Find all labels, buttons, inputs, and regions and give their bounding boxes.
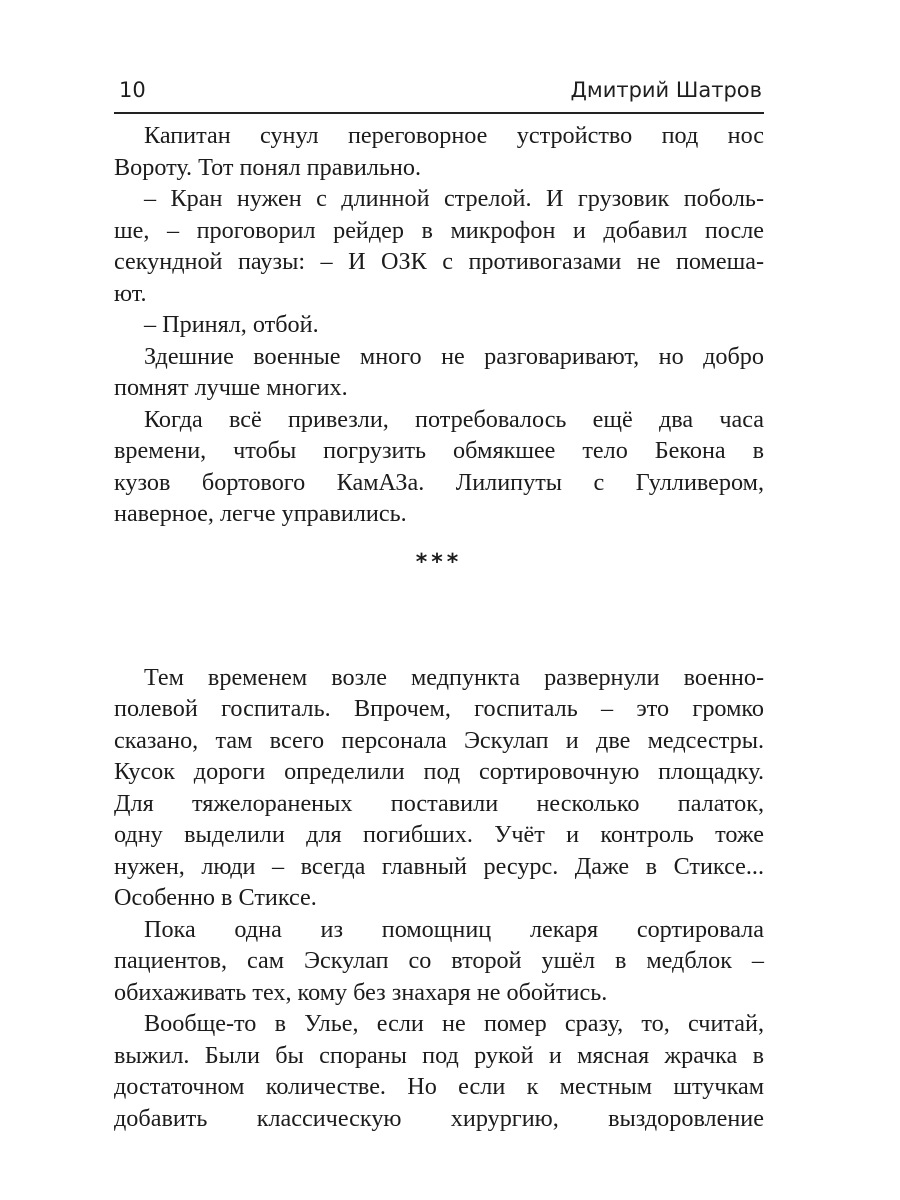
text-line: сказано, там всего персонала Эскулап и две медсестры. [114,726,764,754]
text-line: – Принял, отбой. [144,311,319,338]
text-line: – Кран нужен с длинной стрелой. И грузовик поболь- [144,185,764,212]
text-line: нужен, люди – всегда главный ресурс. Даже в Стиксе... [114,852,764,880]
paragraph [114,120,764,183]
paragraph [114,309,764,341]
text-line: Кусок дороги определили под сортировочную площадку. [114,758,764,785]
paragraph [114,404,764,530]
text-line: одну выделили для погибших. Учёт и контроль тоже [114,821,764,848]
text-block-before-separator [114,120,764,530]
text-body [114,120,764,1134]
paragraph [114,1008,764,1134]
text-line: Тем временем возле медпункта развернули военно- [144,663,764,691]
text-line: Особенно в Стиксе. [114,884,317,911]
text-line: Вообще-то в Улье, если не помер сразу, то, считай, [144,1010,764,1037]
text-line: Вороту. Тот понял правильно. [114,153,422,181]
page-header [114,76,764,114]
text-line: Здешние военные много не разговаривают, но добро [144,342,764,370]
paragraph [114,341,764,404]
paragraph [114,662,764,914]
text-line: секундной паузы: – И ОЗК с противогазами не помеша- [114,248,764,275]
section-separator: *** [415,549,463,575]
text-line: Когда всё привезли, потребовалось ещё два часа [144,405,764,433]
text-line: Капитан сунул переговорное устройство под нос [144,122,764,149]
text-line: полевой госпиталь. Впрочем, госпиталь – это громко [114,695,764,722]
text-line: наверное, легче управились. [114,500,407,527]
text-line: помнят лучше многих. [114,374,348,401]
page-number: 10 [119,78,146,102]
text-line: пациентов, сам Эскулап со второй ушёл в медблок – [114,947,764,974]
text-line: Пока одна из помощниц лекаря сортировала [144,915,764,943]
text-line: достаточном количестве. Но если к местным штучкам [114,1073,764,1100]
text-line: добавить классическую хирургию, выздоровление [114,1104,764,1132]
text-block-after-separator [114,662,764,1135]
running-title: Дмитрий Шатров [570,78,762,102]
text-line: времени, чтобы погрузить обмякшее тело Бекона в [114,437,764,464]
text-line: ше, – проговорил рейдер в микрофон и добавил после [114,216,764,244]
text-line: Для тяжелораненых поставили несколько палаток, [114,789,764,817]
text-line: обихаживать тех, кому без знахаря не обойтись. [114,978,608,1006]
paragraph [114,183,764,309]
paragraph [114,914,764,1009]
text-line: выжил. Были бы спораны под рукой и мясная жрачка в [114,1041,764,1069]
text-line: ют. [114,279,147,307]
text-line: кузов бортового КамАЗа. Лилипуты с Гулливером, [114,468,764,496]
